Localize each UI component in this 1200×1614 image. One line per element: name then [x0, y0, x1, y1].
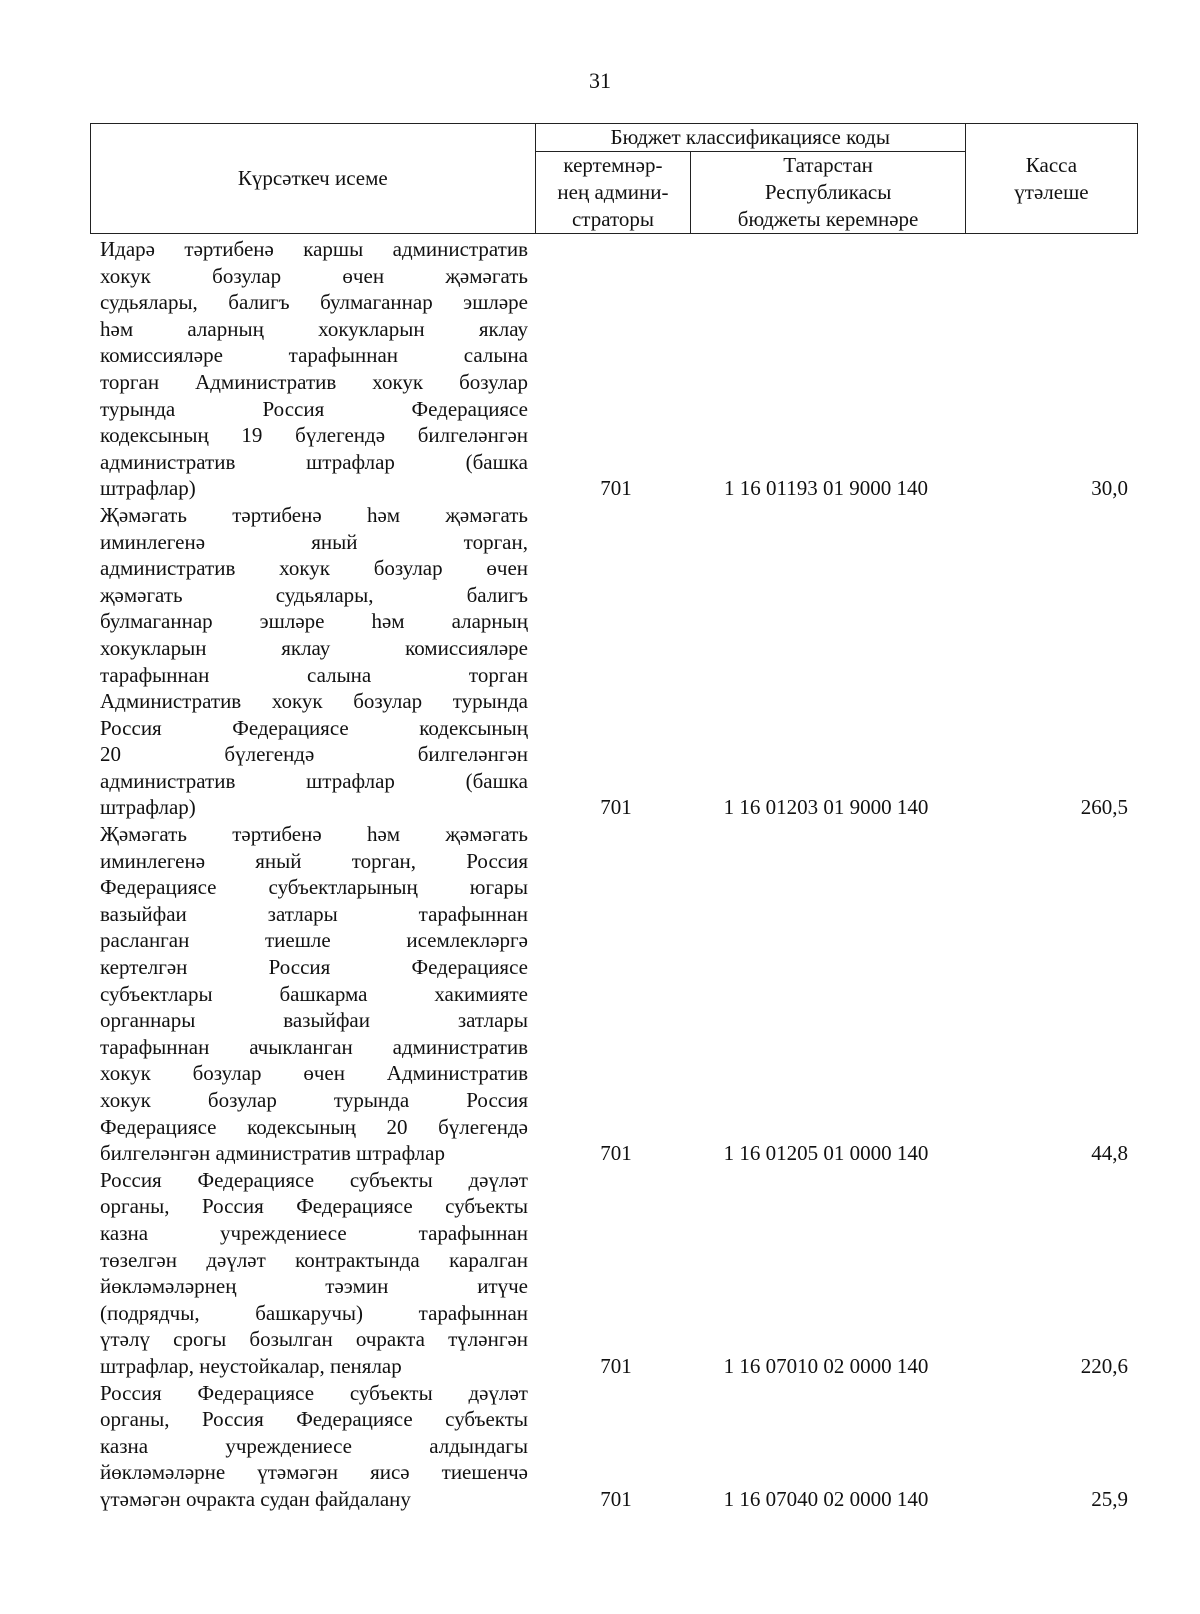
indicator-name-line: штрафлар) [100, 795, 196, 820]
header-cash-execution-line: үтәлеше [1014, 179, 1089, 204]
header-administrator-line: кертемнәр- [563, 153, 663, 177]
indicator-name [100, 236, 528, 502]
header-indicator-name-label: Күрсәткеч исеме [237, 166, 388, 190]
cash-execution-value: 220,6 [1080, 1353, 1128, 1378]
indicator-name-line: хокук бозулар турында Россия [100, 1088, 528, 1112]
indicator-name-line: Җәмәгать тәртибенә һәм җәмәгать [100, 822, 528, 847]
table-row [0, 236, 1200, 502]
indicator-name-line: һәм аларның хокукларын яклау [100, 316, 528, 341]
administrator-code: 701 [600, 795, 632, 820]
indicator-name-line: кодексының 19 бүлегендә билгеләнгән [100, 423, 528, 448]
indicator-name-line: казна учреждениесе алдындагы [100, 1433, 528, 1458]
table-row [0, 502, 1200, 821]
indicator-name-line: органнары вазыйфаи затлары [100, 1008, 528, 1033]
indicator-name-line: кертелгән Россия Федерациясе [100, 955, 528, 980]
indicator-name-line: 20 бүлегендә билгеләнгән [100, 742, 528, 767]
indicator-name-line: хокук бозулар өчен Административ [100, 1061, 528, 1086]
header-revenue-code-line: Татарстан [783, 153, 873, 177]
indicator-name-line: хокукларын яклау комиссияләре [100, 635, 528, 660]
table-row [0, 1380, 1200, 1513]
indicator-name-line: расланган тиешле исемлекләргә [100, 928, 528, 953]
administrator-code: 701 [600, 1486, 632, 1511]
indicator-name-line: тарафыннан салына торган [100, 662, 528, 687]
indicator-name-line: штрафлар) [100, 476, 196, 501]
indicator-name-line: вазыйфаи затлары тарафыннан [100, 901, 528, 926]
cash-execution-value: 30,0 [1091, 476, 1128, 501]
indicator-name-line: Җәмәгать тәртибенә һәм җәмәгать [100, 502, 528, 527]
indicator-name [100, 502, 528, 821]
indicator-name-line: Федерациясе субъектларының югары [100, 875, 528, 900]
cash-execution-value: 44,8 [1091, 1141, 1128, 1166]
indicator-name-line: үтәмәгән очракта судан файдалану [100, 1486, 411, 1511]
header-administrator [535, 152, 691, 234]
administrator-code: 701 [600, 476, 632, 501]
indicator-name-line: (подрядчы, башкаручы) тарафыннан [100, 1300, 528, 1325]
indicator-name-line: Россия Федерациясе субъекты дәүләт [100, 1380, 528, 1405]
revenue-code: 1 16 01203 01 9000 140 [723, 795, 929, 820]
indicator-name-line: субъектлары башкарма хакимияте [100, 981, 528, 1006]
administrator-code: 701 [600, 1141, 632, 1166]
cash-execution-value: 25,9 [1091, 1486, 1128, 1511]
header-administrator-line: нең админи- [557, 180, 669, 204]
table-row [0, 821, 1200, 1167]
indicator-name-line: Федерациясе кодексының 20 бүлегендә [100, 1114, 528, 1139]
indicator-name-line: турында Россия Федерациясе [100, 396, 528, 421]
indicator-name-line: административ хокук бозулар өчен [100, 556, 528, 581]
revenue-code: 1 16 07040 02 0000 140 [723, 1486, 929, 1511]
indicator-name-line: органы, Россия Федерациясе субъекты [100, 1194, 528, 1219]
header-cash-execution-line: Касса [1025, 152, 1078, 177]
table-header [90, 123, 1138, 234]
indicator-name-line: тарафыннан ачыкланган административ [100, 1034, 528, 1059]
header-budget-classification-label: Бюджет классификациясе коды [610, 125, 890, 149]
indicator-name-line: Административ хокук бозулар турында [100, 689, 528, 714]
revenue-code: 1 16 07010 02 0000 140 [723, 1353, 929, 1378]
table-row [0, 1167, 1200, 1380]
header-administrator-line: страторы [571, 207, 654, 231]
header-cash-execution [965, 124, 1137, 234]
header-indicator-name [91, 124, 536, 234]
indicator-name-line: йөкләмәләрне үтәмәгән яисә тиешенчә [100, 1460, 528, 1485]
indicator-name-line: комиссияләре тарафыннан салына [100, 343, 528, 368]
indicator-name-line: казна учреждениесе тарафыннан [100, 1220, 528, 1245]
indicator-name-line: үтәлү срогы бозылган очракта түләнгән [100, 1327, 528, 1352]
indicator-name-line: органы, Россия Федерациясе субъекты [100, 1407, 528, 1432]
revenue-code: 1 16 01205 01 0000 140 [723, 1141, 929, 1166]
indicator-name-line: Россия Федерациясе кодексының [100, 715, 528, 740]
administrator-code: 701 [600, 1353, 632, 1378]
indicator-name-line: штрафлар, неустойкалар, пенялар [100, 1353, 402, 1378]
header-revenue-code [691, 152, 966, 234]
indicator-name-line: Россия Федерациясе субъекты дәүләт [100, 1167, 528, 1192]
indicator-name [100, 1167, 528, 1380]
indicator-name-line: Идарә тәртибенә каршы административ [100, 237, 528, 261]
header-budget-classification [535, 124, 965, 152]
indicator-name [100, 1380, 528, 1513]
indicator-name-line: иминлегенә яный торган, [100, 529, 528, 554]
table-body [0, 236, 1200, 1513]
header-revenue-code-line: Республикасы [764, 180, 892, 204]
indicator-name-line: билгеләнгән административ штрафлар [100, 1141, 445, 1166]
indicator-name-line: иминлегенә яный торган, Россия [100, 848, 528, 873]
indicator-name-line: төзелгән дәүләт контрактында каралган [100, 1247, 528, 1272]
indicator-name-line: торган Административ хокук бозулар [100, 369, 528, 394]
indicator-name-line: административ штрафлар (башка [100, 768, 528, 793]
cash-execution-value: 260,5 [1080, 795, 1128, 820]
indicator-name-line: хокук бозулар өчен җәмәгать [100, 263, 528, 288]
indicator-name-line: җәмәгать судьялары, балигъ [100, 582, 528, 607]
indicator-name-line: административ штрафлар (башка [100, 449, 528, 474]
indicator-name [100, 821, 528, 1167]
indicator-name-line: йөкләмәләрнең тәэмин итүче [100, 1274, 528, 1299]
header-revenue-code-line: бюджеты керемнәре [737, 207, 919, 231]
indicator-name-line: судьялары, балигъ булмаганнар эшләре [100, 290, 528, 315]
indicator-name-line: булмаганнар эшләре һәм аларның [100, 609, 528, 634]
page-number: 31 [589, 68, 611, 93]
revenue-code: 1 16 01193 01 9000 140 [724, 476, 928, 501]
